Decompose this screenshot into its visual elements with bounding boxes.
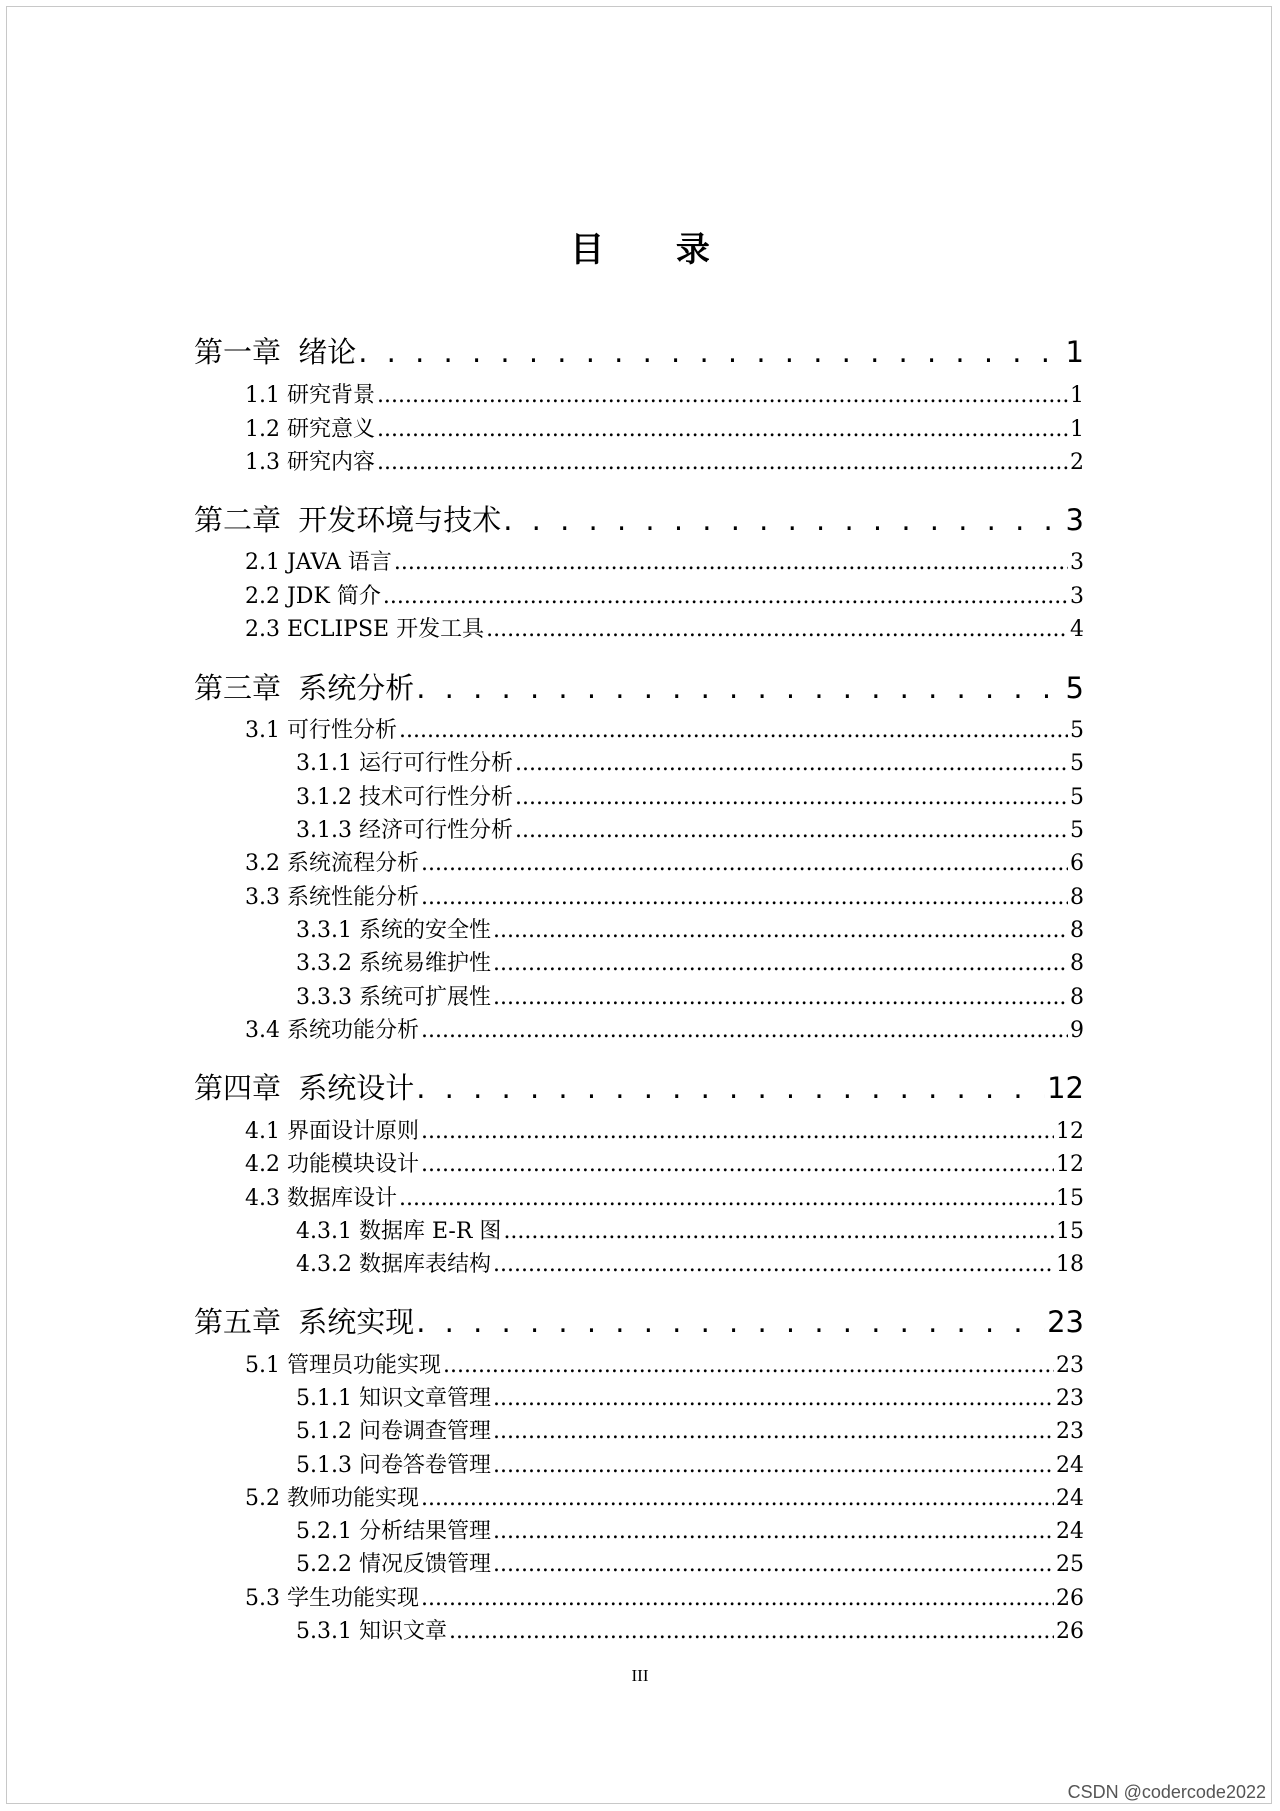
- toc-entry-page: 3: [1070, 550, 1084, 575]
- toc-subsection-entry[interactable]: [296, 946, 1084, 977]
- toc-dot-leader: [394, 550, 1068, 575]
- toc-dot-leader: [493, 1386, 1054, 1411]
- toc-entry-page: 5: [1070, 751, 1084, 776]
- toc-entry-page: 12: [1056, 1119, 1084, 1144]
- toc-dot-leader: [421, 1586, 1054, 1611]
- toc-entry-label: 第二章 开发环境与技术: [194, 503, 502, 537]
- toc-entry-page: 23: [1047, 1305, 1084, 1339]
- toc-entry-page: 23: [1056, 1353, 1084, 1378]
- toc-entry-label: 1.2 研究意义: [245, 417, 375, 442]
- toc-entry-label: 第一章 绪论: [194, 335, 357, 369]
- toc-entry-page: 26: [1056, 1619, 1084, 1644]
- toc-dot-leader: [377, 417, 1068, 442]
- toc-entry-label: 2.3 ECLIPSE 开发工具: [245, 617, 485, 642]
- toc-entry-label: 3.1 可行性分析: [245, 718, 397, 743]
- toc-subsection-entry[interactable]: [296, 980, 1084, 1011]
- toc-section-entry[interactable]: [245, 1147, 1084, 1178]
- toc-dot-leader: [421, 1018, 1068, 1043]
- toc-dot-leader: [493, 1252, 1054, 1277]
- toc-chapter-entry[interactable]: [194, 1300, 1084, 1341]
- toc-entry-page: 5: [1070, 718, 1084, 743]
- toc-entry-label: 3.3.1 系统的安全性: [296, 918, 491, 943]
- toc-section-entry[interactable]: [245, 1348, 1084, 1379]
- toc-entry-label: 5.1.3 问卷答卷管理: [296, 1453, 491, 1478]
- toc-entry-page: 15: [1056, 1219, 1084, 1244]
- toc-entry-label: 5.2.2 情况反馈管理: [296, 1552, 491, 1577]
- toc-entry-label: 第三章 系统分析: [194, 671, 415, 705]
- toc-entry-label: 4.2 功能模块设计: [245, 1152, 419, 1177]
- toc-dot-leader: [493, 1519, 1054, 1544]
- toc-entry-label: 3.1.3 经济可行性分析: [296, 818, 513, 843]
- toc-dot-leader: [377, 450, 1068, 475]
- toc-dot-leader: [503, 1219, 1054, 1244]
- toc-entry-label: 4.3 数据库设计: [245, 1186, 397, 1211]
- toc-dot-leader: [399, 1186, 1054, 1211]
- toc-section-entry[interactable]: [245, 713, 1084, 744]
- toc-subsection-entry[interactable]: [296, 913, 1084, 944]
- toc-dot-leader: [515, 751, 1068, 776]
- toc-subsection-entry[interactable]: [296, 1514, 1084, 1545]
- toc-entry-page: 8: [1070, 951, 1084, 976]
- toc-entry-label: 3.3.2 系统易维护性: [296, 951, 491, 976]
- toc-section-entry[interactable]: [245, 1481, 1084, 1512]
- toc-dot-leader: [493, 1419, 1054, 1444]
- toc-entry-label: 5.2 教师功能实现: [245, 1486, 419, 1511]
- toc-entry-page: 5: [1070, 818, 1084, 843]
- toc-dot-leader: [493, 918, 1068, 943]
- toc-entry-page: 25: [1056, 1552, 1084, 1577]
- toc-entry-page: 1: [1065, 335, 1084, 369]
- toc-dot-leader: [421, 851, 1068, 876]
- toc-entry-page: 23: [1056, 1386, 1084, 1411]
- toc-entry-page: 24: [1056, 1519, 1084, 1544]
- toc-entry-page: 5: [1070, 785, 1084, 810]
- toc-dot-leader: [421, 1152, 1054, 1177]
- toc-entry-label: 5.1 管理员功能实现: [245, 1353, 441, 1378]
- toc-dot-leader: [416, 1305, 1045, 1339]
- toc-entry-label: 5.1.1 知识文章管理: [296, 1386, 491, 1411]
- toc-entry-page: 8: [1070, 985, 1084, 1010]
- toc-subsection-entry[interactable]: [296, 1214, 1084, 1245]
- toc-dot-leader: [416, 1071, 1045, 1105]
- toc-dot-leader: [377, 383, 1068, 408]
- toc-entry-page: 8: [1070, 918, 1084, 943]
- toc-entry-page: 15: [1056, 1186, 1084, 1211]
- toc-entry-page: 3: [1065, 503, 1084, 537]
- toc-subsection-entry[interactable]: [296, 1414, 1084, 1445]
- toc-entry-label: 4.3.2 数据库表结构: [296, 1252, 491, 1277]
- toc-dot-leader: [515, 818, 1068, 843]
- toc-section-entry[interactable]: [245, 445, 1084, 476]
- toc-entry-page: 24: [1056, 1453, 1084, 1478]
- toc-entry-page: 1: [1070, 383, 1084, 408]
- toc-section-entry[interactable]: [245, 1581, 1084, 1612]
- toc-section-entry[interactable]: [245, 1181, 1084, 1212]
- toc-entry-label: 3.4 系统功能分析: [245, 1018, 419, 1043]
- toc-dot-leader: [383, 584, 1068, 609]
- toc-dot-leader: [493, 951, 1068, 976]
- toc-dot-leader: [503, 503, 1063, 537]
- toc-dot-leader: [416, 671, 1063, 705]
- toc-subsection-entry[interactable]: [296, 1448, 1084, 1479]
- toc-subsection-entry[interactable]: [296, 1614, 1084, 1645]
- toc-entry-page: 2: [1070, 450, 1084, 475]
- toc-entry-page: 23: [1056, 1419, 1084, 1444]
- toc-entry-page: 1: [1070, 417, 1084, 442]
- toc-entry-label: 4.3.1 数据库 E-R 图: [296, 1219, 502, 1244]
- toc-entry-page: 18: [1056, 1252, 1084, 1277]
- toc-entry-page: 6: [1070, 851, 1084, 876]
- toc-entry-page: 24: [1056, 1486, 1084, 1511]
- toc-chapter-entry[interactable]: [194, 330, 1084, 371]
- toc-section-entry[interactable]: [245, 880, 1084, 911]
- toc-chapter-entry[interactable]: [194, 1066, 1084, 1107]
- toc-entry-label: 2.1 JAVA 语言: [245, 550, 392, 575]
- toc-entry-label: 4.1 界面设计原则: [245, 1119, 419, 1144]
- toc-entry-label: 3.1.2 技术可行性分析: [296, 785, 513, 810]
- toc-section-entry[interactable]: [245, 612, 1084, 643]
- toc-section-entry[interactable]: [245, 545, 1084, 576]
- toc-chapter-entry[interactable]: [194, 666, 1084, 707]
- toc-entry-page: 9: [1070, 1018, 1084, 1043]
- toc-section-entry[interactable]: [245, 579, 1084, 610]
- toc-dot-leader: [421, 1486, 1054, 1511]
- toc-entry-label: 3.3 系统性能分析: [245, 885, 419, 910]
- toc-subsection-entry[interactable]: [296, 780, 1084, 811]
- toc-entry-label: 5.3.1 知识文章: [296, 1619, 447, 1644]
- toc-dot-leader: [493, 1453, 1054, 1478]
- toc-entry-label: 第五章 系统实现: [194, 1305, 415, 1339]
- toc-title: 目 录: [570, 230, 740, 270]
- toc-dot-leader: [399, 718, 1068, 743]
- toc-subsection-entry[interactable]: [296, 1381, 1084, 1412]
- toc-dot-leader: [493, 1552, 1054, 1577]
- toc-entry-label: 1.3 研究内容: [245, 450, 375, 475]
- toc-dot-leader: [493, 985, 1068, 1010]
- toc-subsection-entry[interactable]: [296, 746, 1084, 777]
- toc-entry-label: 5.2.1 分析结果管理: [296, 1519, 491, 1544]
- toc-dot-leader: [515, 785, 1068, 810]
- toc-entry-label: 3.2 系统流程分析: [245, 851, 419, 876]
- toc-entry-label: 2.2 JDK 简介: [245, 584, 381, 609]
- watermark: CSDN @codercode2022: [1067, 1782, 1266, 1802]
- toc-dot-leader: [443, 1353, 1054, 1378]
- toc-entry-page: 12: [1047, 1071, 1084, 1105]
- toc-entry-page: 4: [1070, 617, 1084, 642]
- toc-entry-label: 5.1.2 问卷调查管理: [296, 1419, 491, 1444]
- toc-entry-page: 5: [1065, 671, 1084, 705]
- toc-subsection-entry[interactable]: [296, 1547, 1084, 1578]
- toc-dot-leader: [358, 335, 1063, 369]
- toc-section-entry[interactable]: [245, 1013, 1084, 1044]
- toc-dot-leader: [486, 617, 1068, 642]
- toc-entry-page: 8: [1070, 885, 1084, 910]
- toc-entry-page: 12: [1056, 1152, 1084, 1177]
- toc-dot-leader: [421, 1119, 1054, 1144]
- toc-entry-label: 第四章 系统设计: [194, 1071, 415, 1105]
- toc-entry-page: 3: [1070, 584, 1084, 609]
- toc-section-entry[interactable]: [245, 378, 1084, 409]
- toc-section-entry[interactable]: [245, 412, 1084, 443]
- toc-subsection-entry[interactable]: [296, 1247, 1084, 1278]
- toc-dot-leader: [449, 1619, 1054, 1644]
- toc-section-entry[interactable]: [245, 1114, 1084, 1145]
- toc-subsection-entry[interactable]: [296, 813, 1084, 844]
- page-number: III: [631, 1666, 649, 1685]
- toc-entry-label: 3.1.1 运行可行性分析: [296, 751, 513, 776]
- toc-section-entry[interactable]: [245, 846, 1084, 877]
- toc-entry-label: 1.1 研究背景: [245, 383, 375, 408]
- toc-chapter-entry[interactable]: [194, 498, 1084, 539]
- toc-entry-label: 5.3 学生功能实现: [245, 1586, 419, 1611]
- toc-dot-leader: [421, 885, 1068, 910]
- toc-entry-label: 3.3.3 系统可扩展性: [296, 985, 491, 1010]
- toc-entry-page: 26: [1056, 1586, 1084, 1611]
